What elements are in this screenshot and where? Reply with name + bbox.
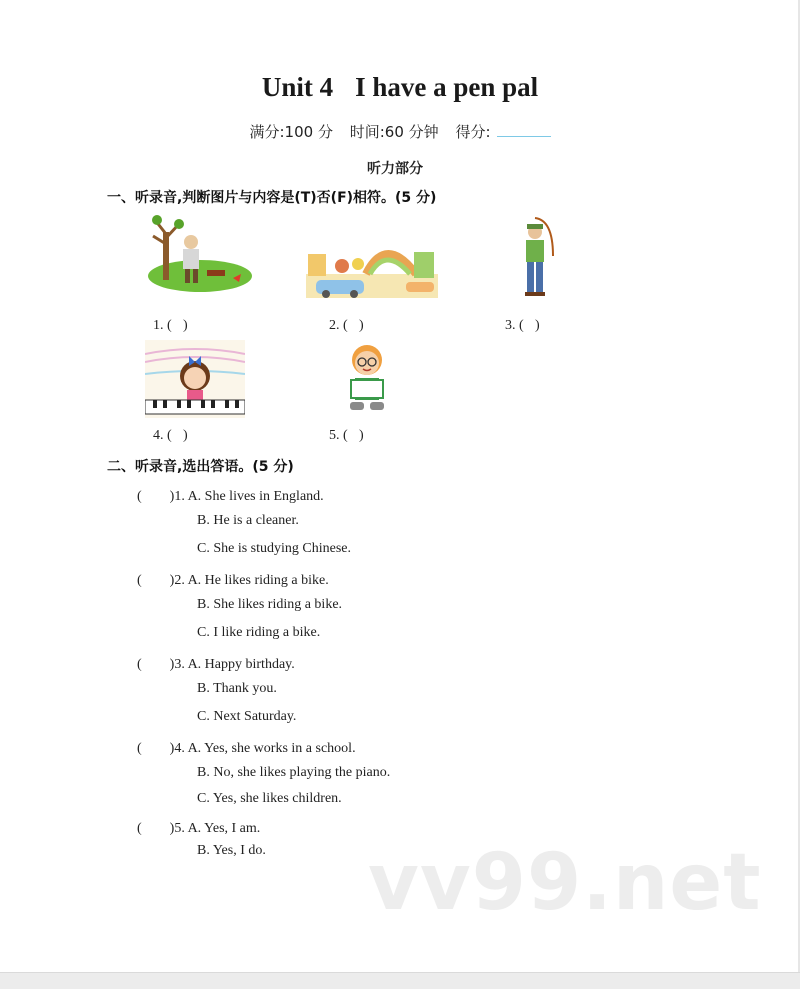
boy-reading-picture [342,340,392,416]
full-marks: 满分:100 分 [249,123,333,141]
question-number: ( )2. [137,573,185,588]
option-c: C. I like riding a bike. [197,625,321,640]
time-limit: 时间:60 分钟 [349,123,439,141]
option-c: C. Yes, she likes children. [197,791,342,806]
question-number: ( )1. [137,489,185,504]
page-title [0,72,800,103]
pic-item-label: 5. ( [329,428,348,443]
pic-item-label: 3. ( [505,318,524,333]
question-2 [137,569,329,589]
option-a: A. Yes, she works in a school. [187,741,356,756]
title-text: I have a pen pal [355,72,539,102]
score-label: 得分: [455,123,491,141]
tree-planting-picture [145,214,255,294]
pic-item-close: ) [183,428,188,443]
question-5 [137,817,260,837]
pic-item-label: 1. ( [153,318,172,333]
pic-item-2 [329,318,364,334]
listening-part-title: 听力部分 [367,161,423,177]
option-a: A. He likes riding a bike. [187,573,329,588]
pic-item-label: 4. ( [153,428,172,443]
watermark: vv99.net [368,838,762,928]
question-3 [137,653,295,673]
option-b: B. He is a cleaner. [197,513,299,528]
score-blank[interactable] [497,122,551,137]
question-4 [137,737,356,757]
option-c: C. Next Saturday. [197,709,297,724]
page-bottom-strip [0,972,800,989]
question-number: ( )3. [137,657,185,672]
question-1 [137,485,324,505]
pic-item-1 [153,318,188,334]
question-number: ( )5. [137,821,185,836]
option-b: B. Thank you. [197,681,277,696]
question-number: ( )4. [137,741,185,756]
fishing-man-picture [513,216,557,300]
section2-heading: 二、听录音,选出答语。(5 分) [107,459,294,475]
pic-item-5 [329,428,364,444]
town-scene-picture [306,234,438,298]
option-a: A. Yes, I am. [187,821,261,836]
title-unit: Unit 4 [261,72,334,102]
option-b: B. Yes, I do. [197,843,266,858]
exam-meta [0,121,800,142]
option-a: A. She lives in England. [187,489,324,504]
option-a: A. Happy birthday. [187,657,295,672]
pic-item-label: 2. ( [329,318,348,333]
girl-piano-picture [145,340,245,418]
option-c: C. She is studying Chinese. [197,541,352,556]
pic-item-3 [505,318,540,334]
pic-item-close: ) [359,428,364,443]
pic-item-close: ) [359,318,364,333]
option-b: B. She likes riding a bike. [197,597,343,612]
pic-item-close: ) [183,318,188,333]
section1-heading: 一、听录音,判断图片与内容是(T)否(F)相符。(5 分) [107,190,437,206]
option-b: B. No, she likes playing the piano. [197,765,391,780]
pic-item-4 [153,428,188,444]
pic-item-close: ) [535,318,540,333]
